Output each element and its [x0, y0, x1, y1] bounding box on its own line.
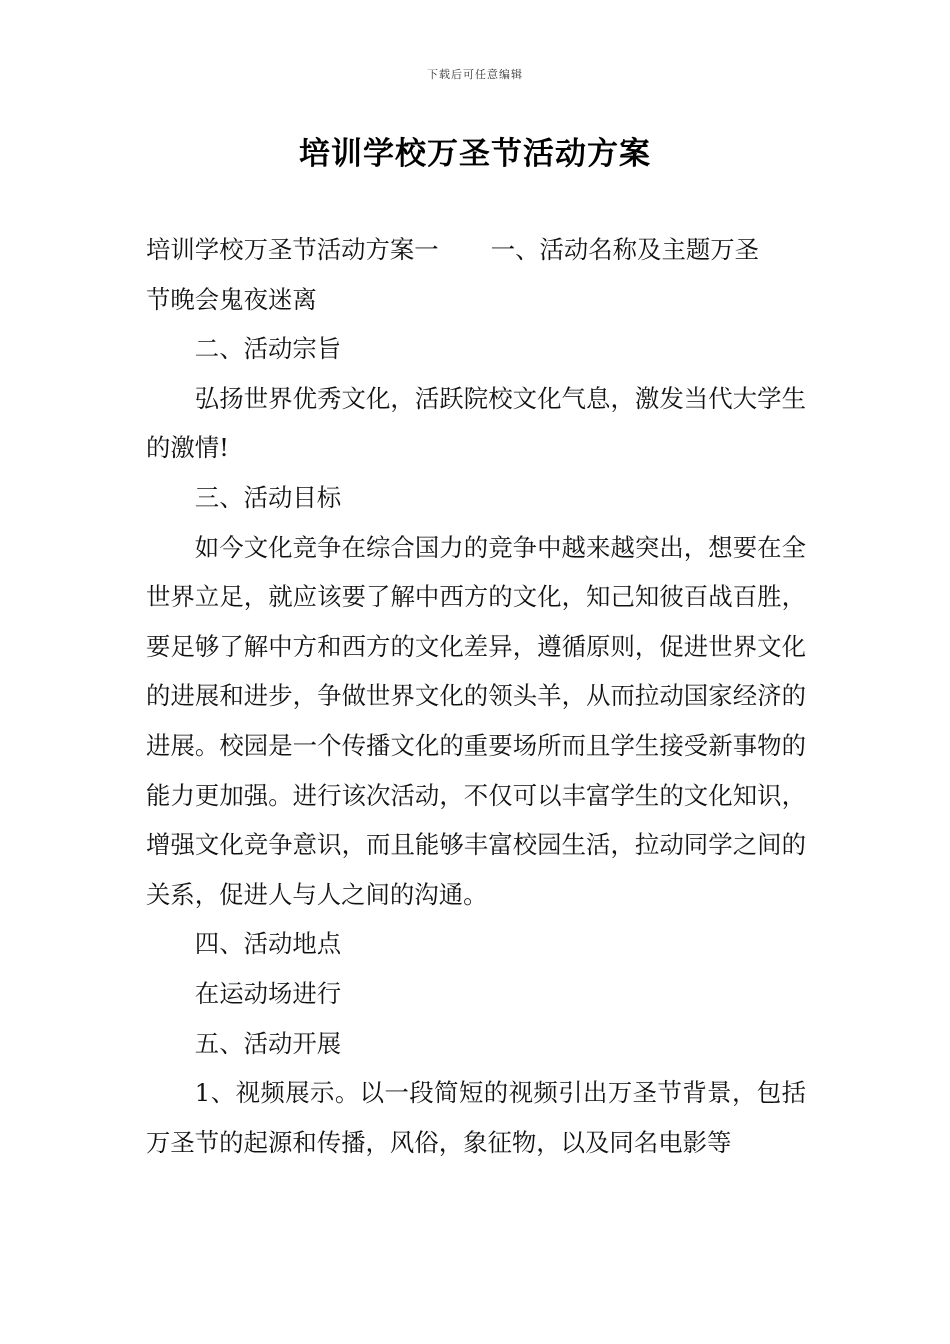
paragraph-location: 在运动场进行 [194, 978, 342, 1008]
section-heading-goals: 三、活动目标 [194, 482, 342, 512]
section-heading-purpose: 二、活动宗旨 [194, 334, 342, 364]
intro-part-1: 培训学校万圣节活动方案一 [146, 235, 439, 264]
intro-line [146, 225, 806, 275]
intro-part-2: 一、活动名称及主题万圣 [490, 235, 760, 264]
page-header-note: 下载后可任意编辑 [427, 68, 523, 81]
document-body [146, 225, 806, 1167]
section-heading-location: 四、活动地点 [194, 929, 342, 959]
paragraph-goals: 如今文化竞争在综合国力的竞争中越来越突出，想要在全世界立足，就应该要了解中西方的文化，知己知彼百战百胜，要足够了解中方和西方的文化差异，遵循原则，促进世界文化的进展和进步，争做世界文化的领头羊，从而拉动国家经济的进展。校园是一个传播文化的重要场所而且学生接受新事物的能力更加强。进行该次活动，不仅可以丰富学生的文化知识，增强文化竞争意识，而且能够丰富校园生活，拉动同学之间的关系，促进人与人之间的沟通。 [146, 532, 806, 909]
document-title: 培训学校万圣节活动方案 [299, 136, 651, 172]
paragraph-activity-1: 1、视频展示。以一段简短的视频引出万圣节背景，包括万圣节的起源和传播，风俗，象征物，以及同名电影等 [146, 1078, 806, 1157]
intro-continuation: 节晚会鬼夜迷离 [146, 284, 317, 314]
paragraph-purpose: 弘扬世界优秀文化，活跃院校文化气息，激发当代大学生的激情! [146, 383, 806, 463]
section-heading-activities: 五、活动开展 [194, 1028, 342, 1058]
